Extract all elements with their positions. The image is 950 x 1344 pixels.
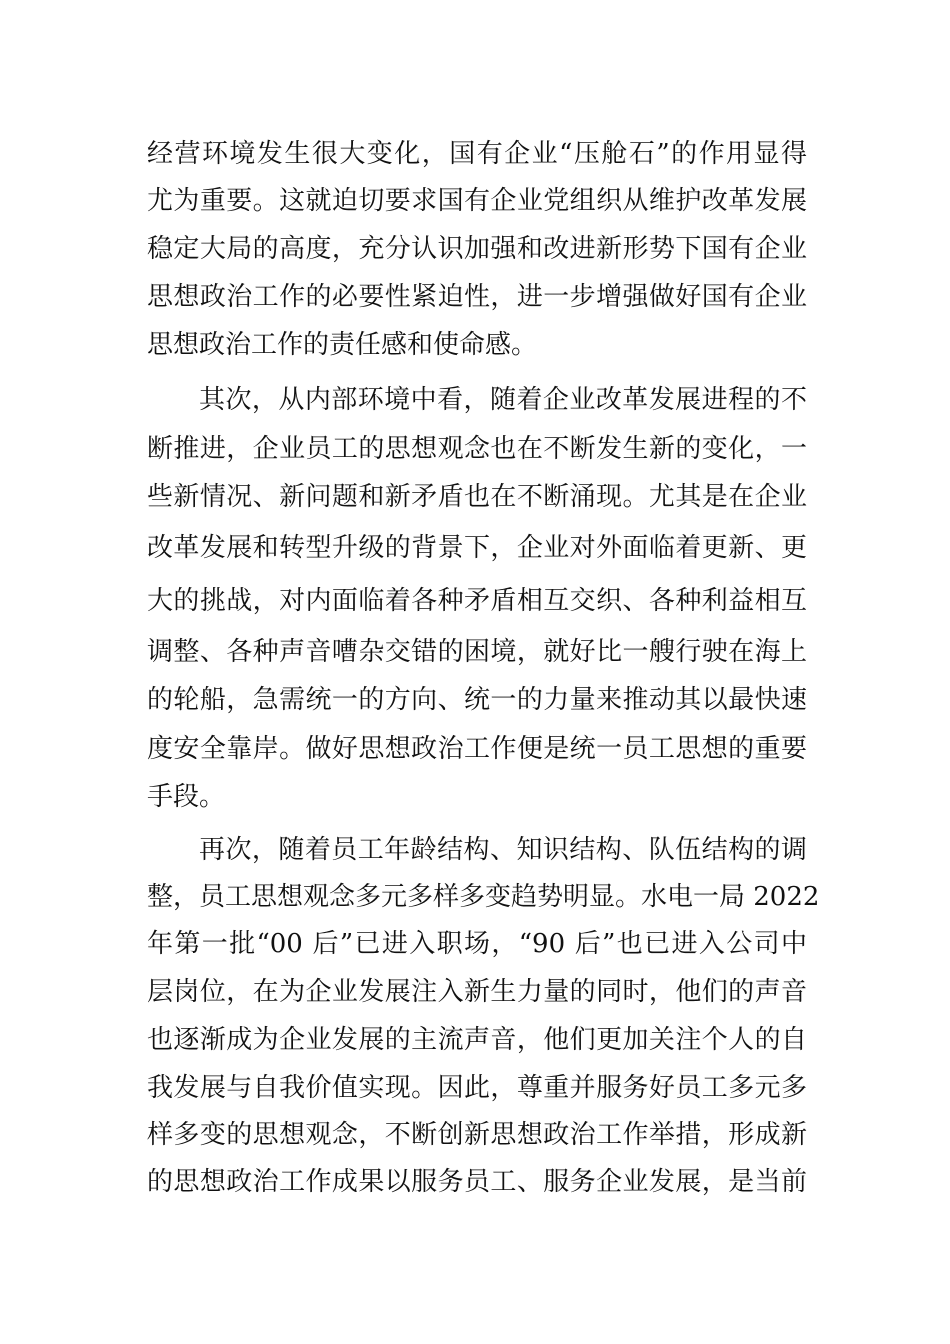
text-line: 我发展与自我价值实现。因此，尊重并服务好员工多元多 xyxy=(147,1073,807,1103)
paragraph-first-line: 其次，从内部环境中看，随着企业改革发展进程的不 xyxy=(199,385,807,415)
text-line: 稳定大局的高度，充分认识加强和改进新形势下国有企业 xyxy=(147,234,807,264)
text-line: 思想政治工作的责任感和使命感。 xyxy=(147,330,538,360)
text-line: 经营环境发生很大变化，国有企业“压舱石”的作用显得 xyxy=(147,139,807,169)
text-line: 整，员工思想观念多元多样多变趋势明显。水电一局 2022 xyxy=(147,882,820,912)
text-line: 断推进，企业员工的思想观念也在不断发生新的变化，一 xyxy=(147,434,807,464)
text-line: 也逐渐成为企业发展的主流声音，他们更加关注个人的自 xyxy=(147,1025,807,1055)
text-line: 度安全靠岸。做好思想政治工作便是统一员工思想的重要 xyxy=(147,734,807,764)
text-line: 调整、各种声音嘈杂交错的困境，就好比一艘行驶在海上 xyxy=(147,637,807,667)
text-line: 改革发展和转型升级的背景下，企业对外面临着更新、更 xyxy=(147,533,807,563)
text-line: 样多变的思想观念，不断创新思想政治工作举措，形成新 xyxy=(147,1120,807,1150)
text-line: 些新情况、新问题和新矛盾也在不断涌现。尤其是在企业 xyxy=(147,482,807,512)
text-line: 的轮船，急需统一的方向、统一的力量来推动其以最快速 xyxy=(147,685,807,715)
text-line: 年第一批“00 后”已进入职场，“90 后”也已进入公司中 xyxy=(147,929,807,959)
text-line: 思想政治工作的必要性紧迫性，进一步增强做好国有企业 xyxy=(147,282,807,312)
text-line: 尤为重要。这就迫切要求国有企业党组织从维护改革发展 xyxy=(147,186,807,216)
text-line: 手段。 xyxy=(147,782,226,812)
text-line: 大的挑战，对内面临着各种矛盾相互交织、各种利益相互 xyxy=(147,586,807,616)
paragraph-first-line: 再次，随着员工年龄结构、知识结构、队伍结构的调 xyxy=(199,835,807,865)
text-line: 层岗位，在为企业发展注入新生力量的同时，他们的声音 xyxy=(147,977,807,1007)
text-line: 的思想政治工作成果以服务员工、服务企业发展，是当前 xyxy=(147,1167,807,1197)
